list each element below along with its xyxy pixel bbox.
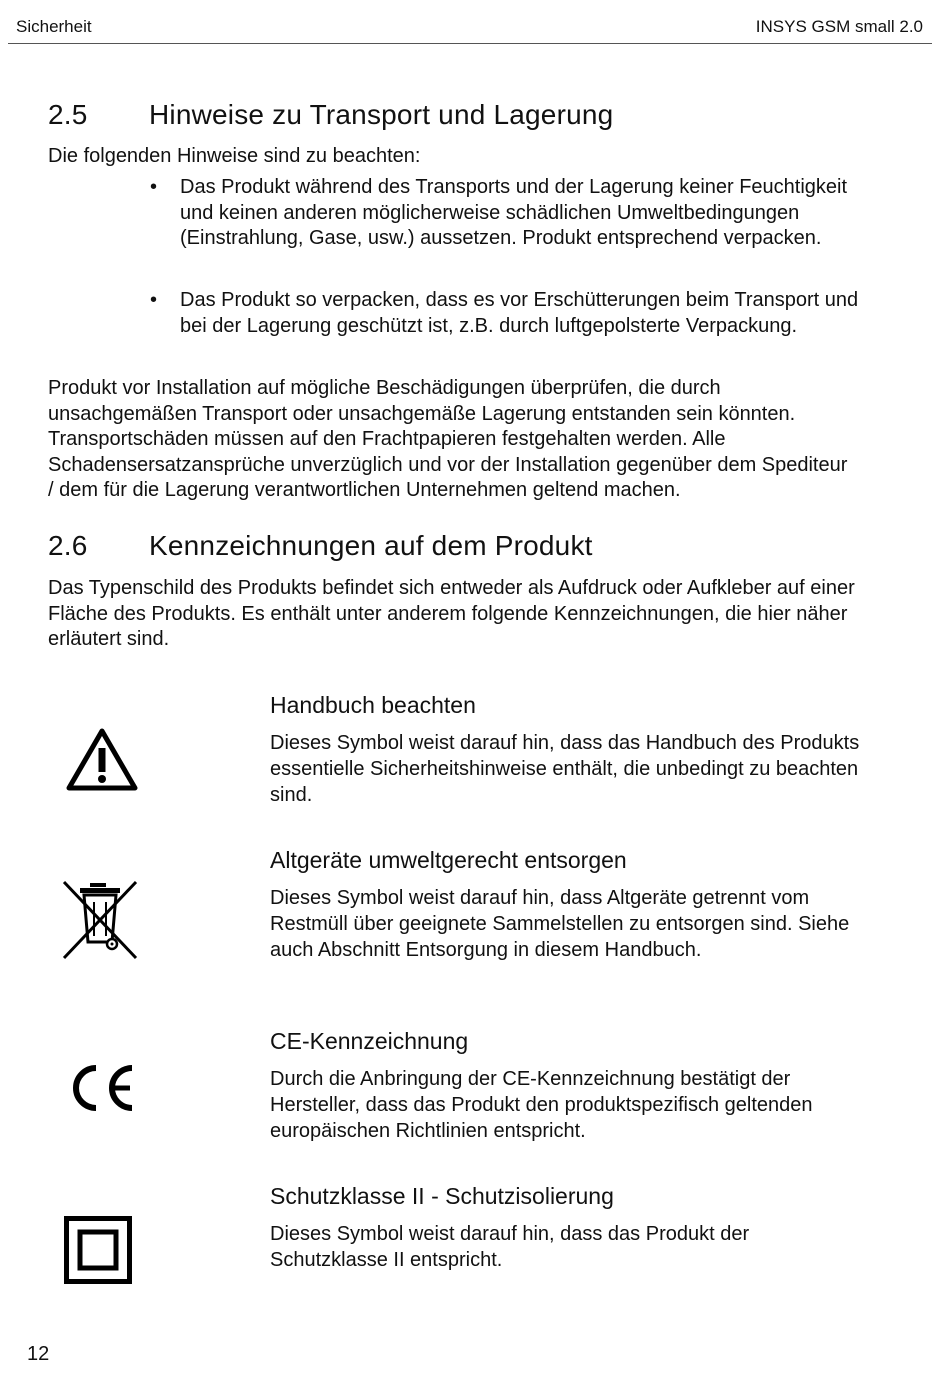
section-title: Kennzeichnungen auf dem Produkt	[149, 530, 593, 561]
bullet-marker: •	[150, 289, 158, 311]
section-number: 2.6	[48, 530, 88, 561]
section-2-6-heading	[48, 530, 593, 562]
symbol-description: Durch die Anbringung der CE-Kennzeichnung bestätigt der Hersteller, dass das Produkt den produktspezifisch geltenden europäischen Richtlinien entspricht.	[270, 1068, 813, 1142]
section-2-6-intro: Das Typenschild des Produkts befindet sich entweder als Aufdruck oder Aufkleber auf einer Fläche des Produkts. Es enthält unter anderem folgende Kennzeichnungen, die hier näher erläutert sind.	[48, 577, 855, 650]
header-divider	[8, 43, 932, 44]
section-number: 2.5	[48, 99, 88, 130]
symbol-title: Schutzklasse II - Schutzisolierung	[270, 1183, 614, 1209]
section-2-5-body: Produkt vor Installation auf mögliche Beschädigungen überprüfen, die durch unsachgemäßen Transport oder unsachgemäße Lagerung entstanden sein könnten. Transportschäden müssen auf den Frachtpapieren festgehalten werden. Alle Schadensersatzansprüche unverzüglich und vor der Installation gegenüber dem Spediteur / dem für die Lagerung verantwortlichen Unternehmen geltend machen.	[48, 377, 848, 501]
crossed-bin-icon	[62, 880, 138, 965]
symbol-description: Dieses Symbol weist darauf hin, dass das Produkt der Schutzklasse II entspricht.	[270, 1223, 750, 1271]
section-title: Hinweise zu Transport und Lagerung	[149, 99, 614, 130]
list-item: Das Produkt während des Transports und der Lagerung keiner Feuchtigkeit und keinen anderen möglicherweise schädlichen Umweltbedingungen (Einstrahlung, Gase, usw.) aussetzen. Produkt entsprechend verpacken.	[180, 176, 848, 249]
symbol-description: Dieses Symbol weist darauf hin, dass Altgeräte getrennt vom Restmüll über geeignete Sammelstellen zu entsorgen sind. Siehe auch Abschnitt Entsorgung in diesem Handbuch.	[270, 887, 850, 961]
list-item: Das Produkt so verpacken, dass es vor Erschütterungen beim Transport und bei der Lagerung geschützt ist, z.B. durch luftgepolsterte Verpackung.	[180, 289, 859, 337]
ce-mark-icon	[66, 1062, 136, 1119]
symbol-title: Handbuch beachten	[270, 692, 476, 718]
section-2-5-heading	[48, 99, 613, 131]
page-number: 12	[27, 1343, 50, 1365]
protection-class-2-icon	[64, 1216, 132, 1289]
warning-triangle-icon	[66, 728, 138, 797]
running-header-product: INSYS GSM small 2.0	[755, 17, 923, 36]
symbol-description: Dieses Symbol weist darauf hin, dass das Handbuch des Produkts essentielle Sicherheitshinweise enthält, die unbedingt zu beachten sind.	[270, 732, 860, 806]
running-header-section: Sicherheit	[16, 17, 92, 36]
symbol-title: Altgeräte umweltgerecht entsorgen	[270, 847, 627, 873]
section-2-5-intro: Die folgenden Hinweise sind zu beachten:	[48, 145, 421, 167]
symbol-title: CE-Kennzeichnung	[270, 1028, 469, 1054]
bullet-marker: •	[150, 176, 158, 198]
